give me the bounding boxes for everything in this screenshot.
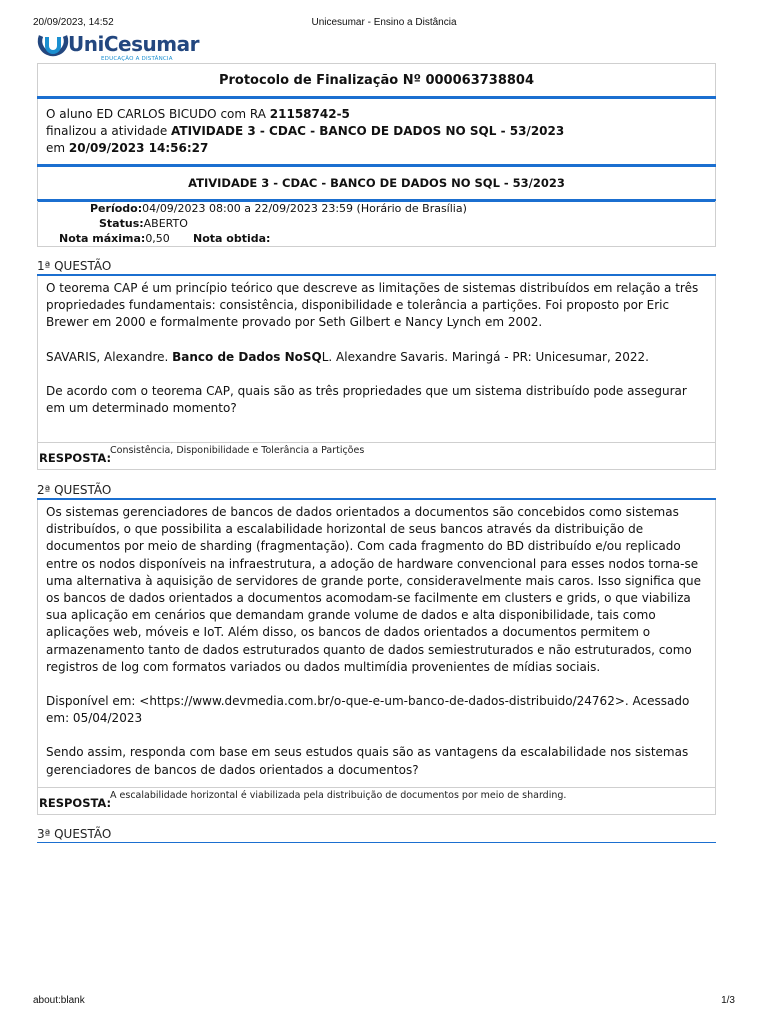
print-date: 20/09/2023, 14:52 (33, 17, 114, 28)
unicesumar-logo-icon (37, 33, 69, 61)
print-header (0, 17, 768, 31)
question-2-text: Os sistemas gerenciadores de bancos de dados orientados a documentos são concebidos como sistemas distribuídos, o que possibilita a escalabilidade horizontal de seus bancos através da distribuição de documentos por meio de sharding (fragmentação). Com cada fragmento do BD distribuído e/ou replicado entre os nodos disponíveis na infraestrutura, a adoção de hardware convencional para esses nodos torna-se uma alternativa à aquisição de servidores de grande porte, consideravelmente mais caros. Isso significa que os bancos de dados orientados a documentos acomodam-se facilmente em clusters e grids, o que viabiliza sua aplicação em cenários que demandam grande volume de dados e alta disponibilidade, tais como aplicações web, móveis e IoT. Além disso, os bancos de dados orientados a documentos permitem o armazenamento tanto de dados estruturados quanto de dados semiestruturados e não estruturados, como registros de log com formatos variados ou dados multimídia provenientes de mídias sociais. (46, 505, 702, 674)
question-2-heading: 2ª QUESTÃO (37, 483, 112, 497)
question-3-heading: 3ª QUESTÃO (37, 827, 112, 841)
status-value: ABERTO (143, 217, 188, 230)
finalized-text: finalizou a atividade (46, 124, 172, 138)
answer-label: RESPOSTA: (39, 796, 112, 810)
logo-tagline: EDUCAÇÃO A DISTÂNCIA (101, 56, 173, 62)
periodo-label: Período: (90, 202, 143, 215)
student-line-3 (46, 140, 707, 157)
logo-cesumar: Cesumar (103, 32, 199, 56)
student-line-2 (46, 123, 707, 140)
student-ra: 21158742-5 (269, 107, 350, 121)
activity-title: ATIVIDADE 3 - CDAC - BANCO DE DADOS NO SQL - 53/2023 (37, 167, 716, 200)
question-1-prompt: De acordo com o teorema CAP, quais são as três propriedades que um sistema distribuído pode assegurar em um determinado momento? (46, 383, 687, 416)
logo-wordmark (68, 32, 199, 56)
question-1-text: O teorema CAP é um princípio teórico que descreve as limitações de sistemas distribuídos em relação a três propriedades fundamentais: consistência, disponibilidade e tolerância a partições. Foi proposto por Eric Brewer em 2000 e formalmente provado por Seth Gilbert e Nancy Lynch em 2002. (46, 281, 699, 330)
question-2-answer (37, 787, 716, 815)
question-1-reference (46, 349, 707, 366)
em-text: em (46, 141, 69, 155)
reference-publisher: L. Alexandre Savaris. Maringá - PR: Unicesumar, 2022. (321, 349, 649, 364)
answer-value: A escalabilidade horizontal é viabilizada pela distribuição de documentos por meio de sharding. (110, 790, 567, 801)
print-page-number: 1/3 (721, 995, 735, 1006)
periodo-value: 04/09/2023 08:00 a 22/09/2023 23:59 (Horário de Brasília) (142, 202, 467, 215)
status-row (99, 216, 188, 231)
unicesumar-logo (37, 33, 197, 65)
protocol-title: Protocolo de Finalização Nº 000063738804 (37, 63, 716, 97)
answer-value: Consistência, Disponibilidade e Tolerância a Partições (110, 445, 365, 456)
logo-uni: Uni (68, 32, 104, 56)
student-name-text: O aluno ED CARLOS BICUDO com RA (46, 107, 270, 121)
student-datetime: 20/09/2023 14:56:27 (68, 141, 209, 155)
print-footer (0, 995, 768, 1009)
question-2-body (37, 500, 716, 788)
student-activity: ATIVIDADE 3 - CDAC - BANCO DE DADOS NO SQL - 53/2023 (171, 124, 565, 138)
question-1-answer (37, 442, 716, 470)
nota-obtida-row (193, 231, 270, 246)
reference-title: Banco de Dados NoSQ (172, 349, 322, 364)
student-info (37, 99, 716, 165)
print-url: about:blank (33, 995, 85, 1006)
nota-obtida-label: Nota obtida: (193, 232, 271, 245)
question-2-prompt: Sendo assim, responda com base em seus estudos quais são as vantagens da escalabilidade nos sistemas gerenciadores de bancos de dados orientados a documentos? (46, 745, 689, 777)
periodo-row (90, 201, 467, 216)
question-1-heading: 1ª QUESTÃO (37, 259, 112, 273)
question-2-source: Disponível em: <https://www.devmedia.com.br/o-que-e-um-banco-de-dados-distribuido/24762>. Acessado em: 05/04/2023 (46, 694, 690, 726)
student-line-1 (46, 106, 707, 123)
divider (37, 842, 716, 843)
nota-maxima-row (59, 231, 170, 246)
nota-maxima-value: 0,50 (145, 232, 170, 245)
print-page-title: Unicesumar - Ensino a Distância (311, 17, 457, 28)
reference-author: SAVARIS, Alexandre. (46, 349, 173, 364)
activity-meta (37, 201, 716, 247)
nota-maxima-label: Nota máxima: (59, 232, 146, 245)
question-1-body (37, 276, 716, 443)
answer-label: RESPOSTA: (39, 451, 112, 465)
status-label: Status: (99, 217, 144, 230)
